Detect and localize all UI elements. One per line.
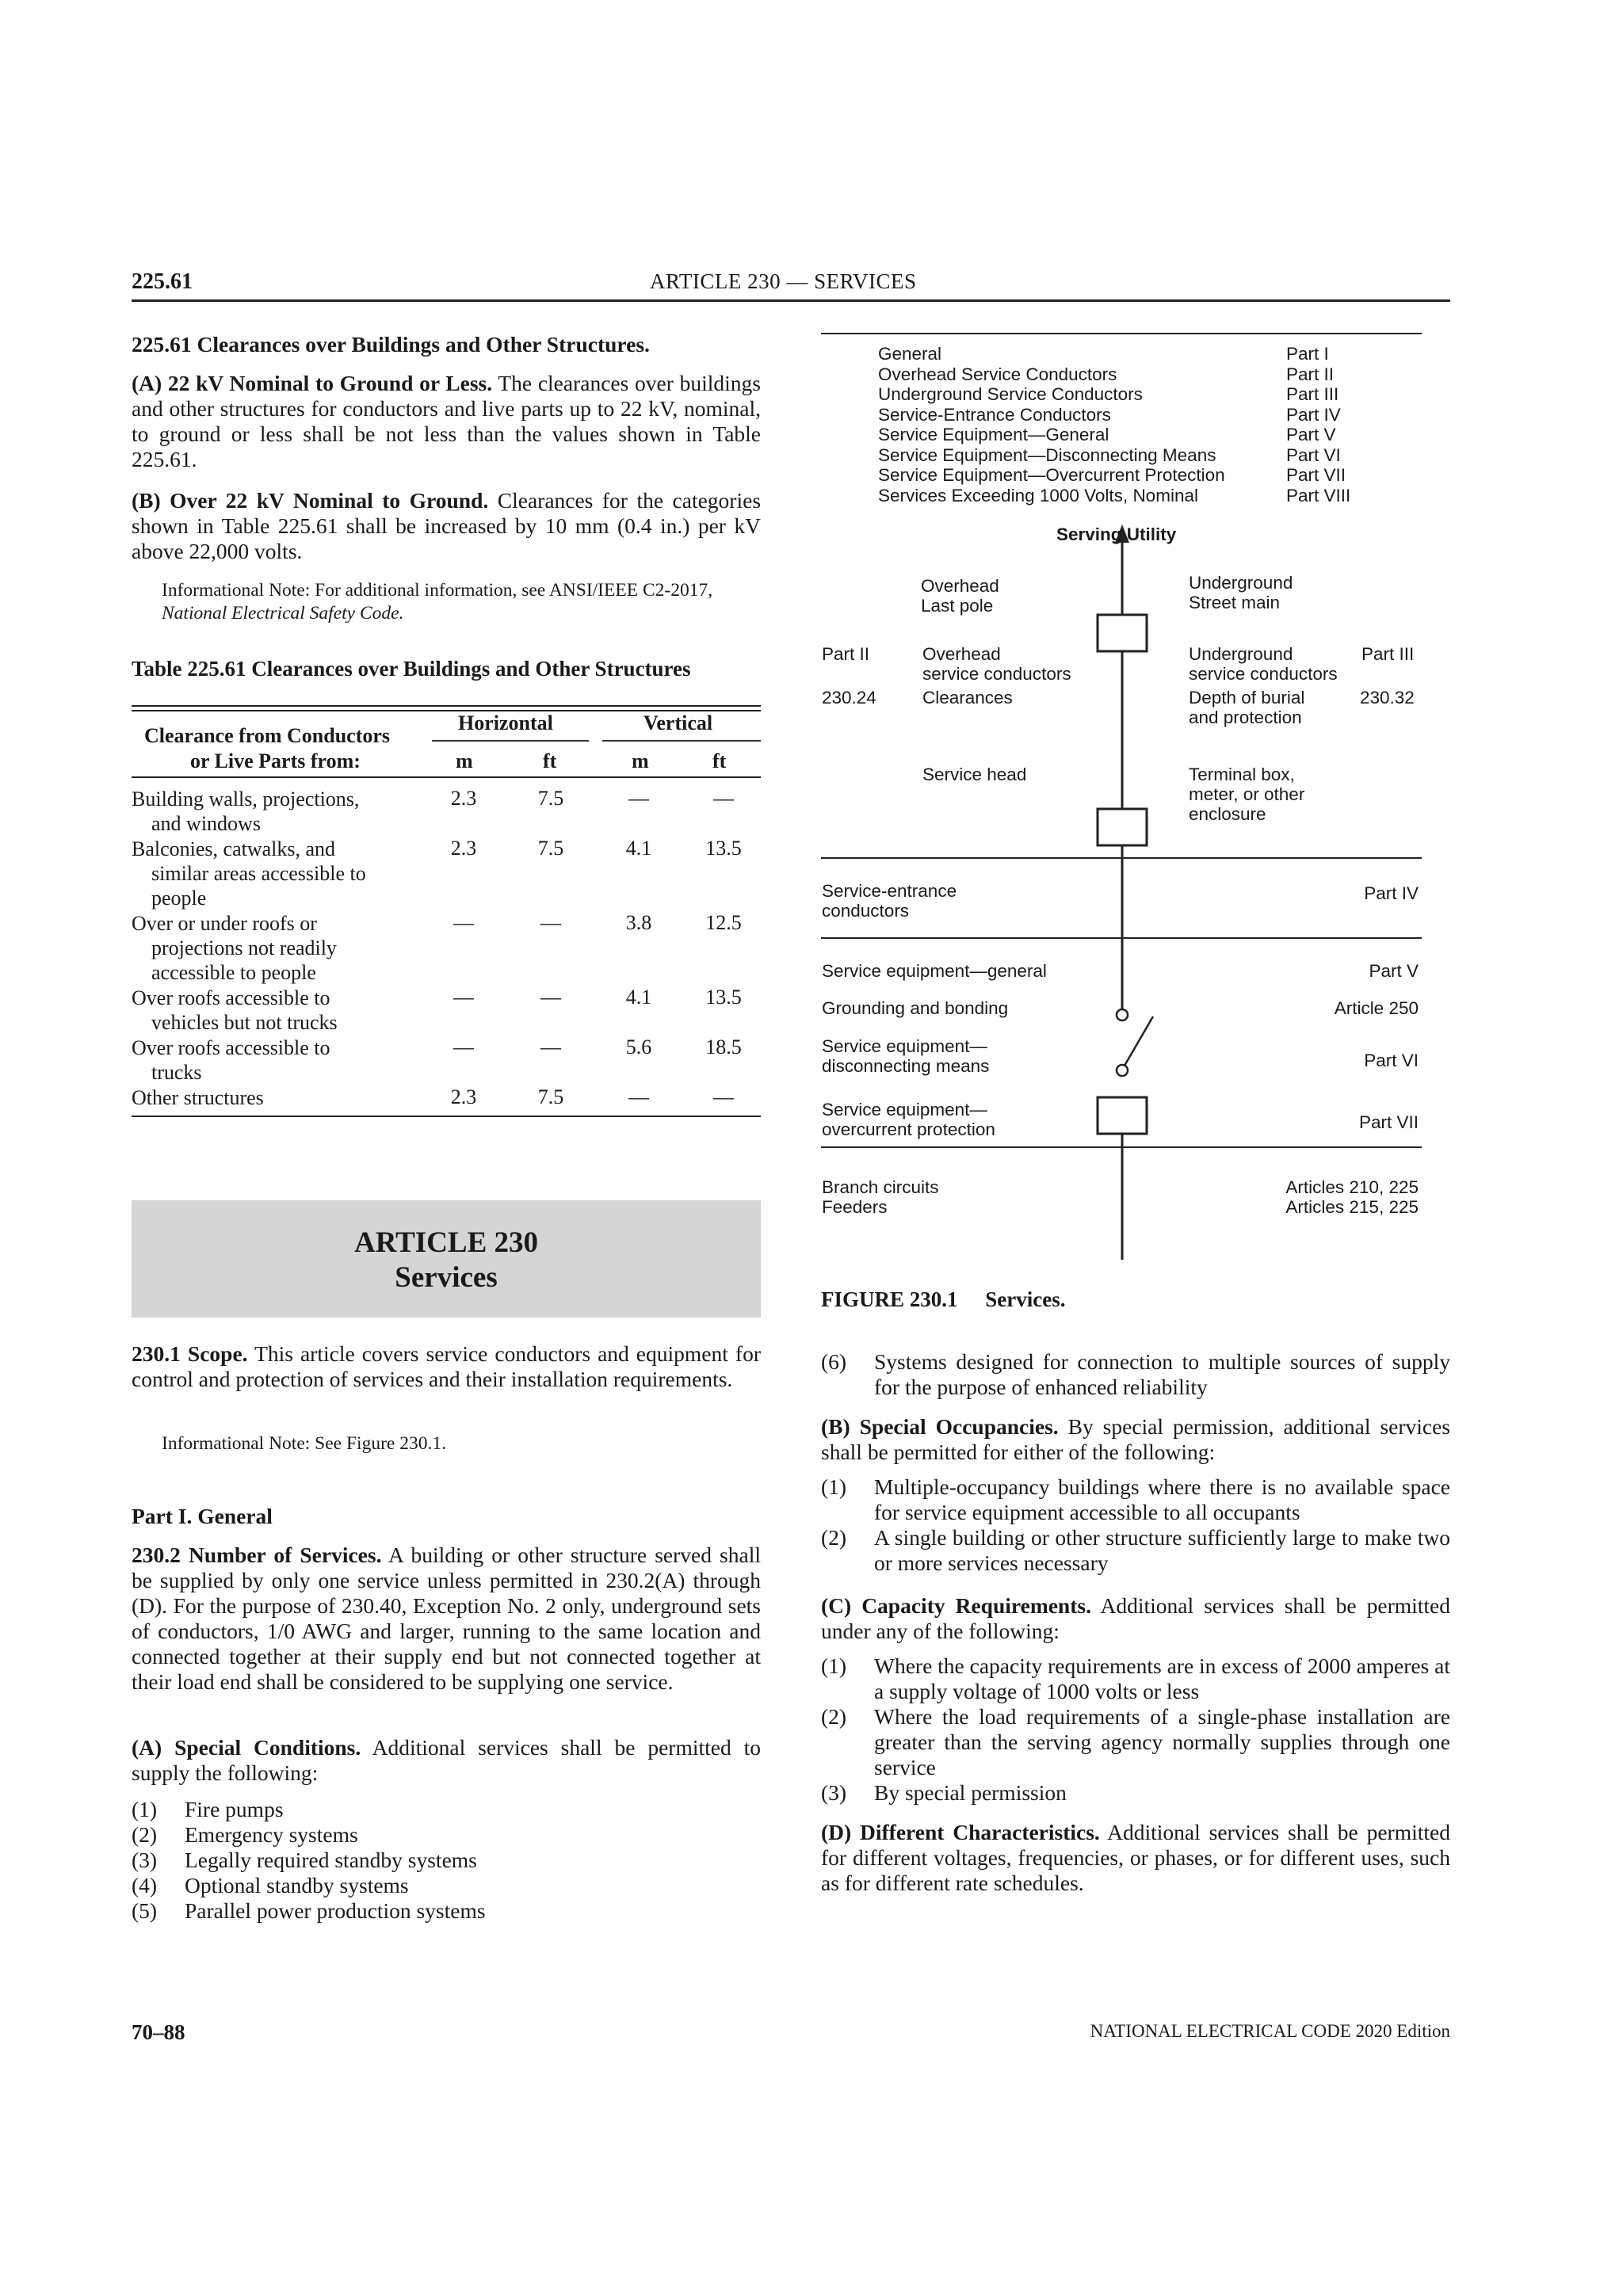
list-number: (3) bbox=[132, 1848, 158, 1872]
figure-index-part: Part VII bbox=[1286, 465, 1346, 485]
figure-index-part: Part II bbox=[1286, 364, 1335, 384]
vertical-group-rule bbox=[602, 740, 761, 742]
underground-street-main-label bbox=[1189, 573, 1293, 612]
table-row-label-line: accessible to people bbox=[151, 961, 316, 984]
figure-index-name: Services Exceeding 1000 Volts, Nominal bbox=[878, 485, 1198, 505]
overcurrent-box bbox=[1098, 1097, 1147, 1134]
label-line: Underground bbox=[1189, 573, 1293, 593]
list-text: Optional standby systems bbox=[185, 1873, 409, 1897]
part-heading-general: Part I. General bbox=[132, 1504, 273, 1528]
label-line: Overhead bbox=[921, 576, 999, 596]
label-line: Last pole bbox=[921, 596, 994, 616]
table-row-label-line: people bbox=[151, 887, 207, 910]
label-line: disconnecting means bbox=[822, 1056, 990, 1076]
page-number: 70–88 bbox=[132, 2020, 185, 2044]
paragraph-lead: (B) Special Occupancies. bbox=[821, 1414, 1059, 1439]
list-number: (3) bbox=[821, 1780, 847, 1805]
running-header-article: ARTICLE 230 — SERVICES bbox=[650, 269, 917, 293]
branch-feeders-label bbox=[822, 1177, 939, 1217]
list-number: (4) bbox=[132, 1873, 158, 1897]
table-row-label-line: Over roofs accessible to bbox=[132, 1036, 330, 1059]
table-cell-hft: 7.5 bbox=[537, 787, 564, 810]
paragraph-230-2-c bbox=[821, 1593, 1450, 1644]
terminal-box-label bbox=[1189, 765, 1304, 824]
table-cell-vft: 13.5 bbox=[705, 837, 742, 860]
part-vi-label: Part VI bbox=[1364, 1051, 1419, 1070]
label-line: Feeders bbox=[822, 1197, 888, 1217]
table-row-label-line: vehicles but not trucks bbox=[151, 1011, 338, 1034]
paragraph-225-61-a bbox=[132, 371, 761, 472]
table-cell-vm: 4.1 bbox=[625, 986, 652, 1009]
label-line: Street main bbox=[1189, 593, 1281, 612]
header-rule bbox=[132, 299, 1450, 302]
figure-index-name: Underground Service Conductors bbox=[878, 384, 1143, 404]
table-row-label-line: projections not readily bbox=[151, 936, 337, 959]
paragraph-body: Additional services shall be permitted for different voltages, frequencies, or phases, or for different uses, such as for different rate schedules. bbox=[821, 1820, 1450, 1895]
switch-gap bbox=[1117, 1010, 1127, 1097]
table-group-vertical: Vertical bbox=[643, 711, 713, 734]
label-line: Branch circuits bbox=[822, 1177, 939, 1197]
paragraph-230-1 bbox=[132, 1341, 761, 1392]
paragraph-body: A building or other structure served shall be supplied by only one service unless permitted in 230.2(A) through (D). For the purpose of 230.40, Exception No. 2 only, underground sets of conductors, 1/0 AWG and larger, running to the same location and connected together at their supply end but not connected together at their load end shall be considered to be supplying one service. bbox=[132, 1543, 762, 1694]
table-cell-vft: — bbox=[713, 1085, 734, 1108]
unit-horizontal-ft: ft bbox=[543, 749, 557, 772]
grounding-bonding-label: Grounding and bonding bbox=[822, 998, 1009, 1018]
table-row-label bbox=[132, 837, 417, 910]
table-row-label-line: trucks bbox=[151, 1061, 202, 1084]
figure-index-part: Part I bbox=[1286, 344, 1329, 364]
table-group-horizontal: Horizontal bbox=[458, 711, 553, 734]
table-cell-hft: 7.5 bbox=[537, 837, 564, 860]
overhead-service-conductors-label bbox=[922, 644, 1071, 684]
meter-box-upper bbox=[1098, 615, 1147, 651]
table-cell-vft: 18.5 bbox=[705, 1035, 742, 1058]
part-v-label: Part V bbox=[1369, 961, 1419, 981]
service-equipment-general-label: Service equipment—general bbox=[822, 961, 1047, 981]
table-title: Table 225.61 Clearances over Buildings and Other Structures bbox=[132, 657, 691, 681]
list-number: (2) bbox=[821, 1704, 847, 1729]
label-line: Articles 210, 225 bbox=[1285, 1177, 1419, 1197]
article-banner bbox=[132, 1200, 761, 1318]
paragraph-lead: 230.2 Number of Services. bbox=[132, 1543, 382, 1567]
article-banner-title: Services bbox=[395, 1261, 498, 1294]
table-cell-hm: 2.3 bbox=[450, 837, 477, 860]
table-cell-vm: 4.1 bbox=[625, 837, 652, 860]
figure-index-name: General bbox=[878, 344, 942, 364]
overcurrent-protection-label bbox=[822, 1100, 995, 1139]
list-number: (6) bbox=[821, 1349, 847, 1374]
list-number: (1) bbox=[132, 1797, 158, 1821]
paragraph-lead: 230.1 Scope. bbox=[132, 1341, 248, 1366]
table-cell-vm: — bbox=[628, 787, 649, 810]
list-text: Legally required standby systems bbox=[185, 1848, 477, 1872]
figure-index-name: Service Equipment—Overcurrent Protection bbox=[878, 465, 1225, 485]
table-row-label bbox=[132, 1035, 417, 1085]
table-cell-hm: — bbox=[453, 986, 474, 1009]
list-text: Multiple-occupancy buildings where there is no available space for service equipment accessible to all occupants bbox=[874, 1474, 1450, 1524]
figure-caption-label: FIGURE 230.1 bbox=[821, 1287, 958, 1311]
note-text: Informational Note: For additional information, see ANSI/IEEE C2-2017, bbox=[162, 580, 713, 601]
paragraph-230-2 bbox=[132, 1543, 761, 1695]
informational-note-230-1: Informational Note: See Figure 230.1. bbox=[162, 1433, 446, 1454]
figure-index-part: Part VI bbox=[1286, 444, 1341, 465]
table-top-rule bbox=[132, 705, 761, 707]
paragraph-lead: (A) 22 kV Nominal to Ground or Less. bbox=[132, 371, 493, 395]
list-text: A single building or other structure sufficiently large to make two or more services necessary bbox=[874, 1525, 1450, 1575]
table-cell-hft: — bbox=[540, 911, 561, 934]
table-row-label-line: Over roofs accessible to bbox=[132, 986, 330, 1009]
label-line: enclosure bbox=[1189, 804, 1266, 824]
horizontal-group-rule bbox=[432, 740, 589, 742]
switch-contact-top-icon bbox=[1117, 1009, 1128, 1020]
table-col-head-line2: or Live Parts from: bbox=[190, 749, 361, 772]
disconnecting-means-label bbox=[822, 1036, 989, 1076]
list-number: (2) bbox=[821, 1525, 847, 1550]
figure-index-part: Part IV bbox=[1286, 404, 1341, 425]
label-line: conductors bbox=[822, 901, 910, 921]
list-text: Parallel power production systems bbox=[185, 1898, 486, 1923]
footer-edition: NATIONAL ELECTRICAL CODE 2020 Edition bbox=[1090, 2021, 1450, 2041]
list-number: (1) bbox=[821, 1474, 847, 1499]
note-citation: National Electrical Safety Code. bbox=[162, 603, 404, 624]
label-line: Service-entrance bbox=[822, 881, 957, 901]
table-cell-hft: 7.5 bbox=[537, 1085, 564, 1108]
ref-230-32-label: 230.32 bbox=[1360, 688, 1415, 707]
table-col-head-line1: Clearance from Conductors bbox=[144, 724, 391, 747]
figure-index-part: Part V bbox=[1286, 425, 1336, 444]
serving-utility-label: Serving Utility bbox=[1056, 524, 1177, 544]
paragraph-230-2-d bbox=[821, 1820, 1450, 1896]
table-head-rule bbox=[132, 776, 761, 778]
table-cell-hm: 2.3 bbox=[450, 787, 477, 810]
table-row-label-line: Over or under roofs or bbox=[132, 912, 317, 935]
depth-of-burial-label bbox=[1189, 688, 1304, 727]
paragraph-body: By special permission, additional services shall be permitted for either of the following: bbox=[821, 1414, 1450, 1464]
figure-caption bbox=[821, 1287, 1065, 1312]
list-text: By special permission bbox=[874, 1780, 1067, 1805]
label-line: Service equipment— bbox=[822, 1100, 987, 1119]
list-number: (1) bbox=[821, 1653, 847, 1678]
paragraph-body: Additional services shall be permitted under any of the following: bbox=[821, 1593, 1450, 1643]
figure-index-name: Service-Entrance Conductors bbox=[878, 404, 1111, 425]
paragraph-body: Additional services shall be permitted to supply the following: bbox=[132, 1735, 762, 1785]
label-line: overcurrent protection bbox=[822, 1119, 995, 1139]
paragraph-body: The clearances over buildings and other structures for conductors and live parts up to 22 kV, nominal, to ground or less shall be not less than the values shown in Table 225.61. bbox=[132, 371, 761, 471]
table-cell-vft: 12.5 bbox=[705, 911, 742, 934]
table-cell-vm: 3.8 bbox=[625, 911, 652, 934]
list-text: Where the capacity requirements are in excess of 2000 amperes at a supply voltage of 1000 volts or less bbox=[874, 1653, 1450, 1703]
label-line: Depth of burial bbox=[1189, 688, 1305, 707]
section-heading-225-61: 225.61 Clearances over Buildings and Other Structures. bbox=[132, 332, 650, 357]
label-line: meter, or other bbox=[1189, 784, 1305, 804]
underground-service-conductors-label bbox=[1189, 644, 1338, 684]
list-text: Emergency systems bbox=[185, 1822, 358, 1847]
figure-index-part: Part VIII bbox=[1286, 485, 1351, 505]
list-text: Where the load requirements of a single-phase installation are greater than the serving agency normally supplies through one service bbox=[874, 1704, 1450, 1779]
table-row-label-line: Building walls, projections, bbox=[132, 788, 360, 810]
list-text: Fire pumps bbox=[185, 1797, 284, 1821]
label-line: Articles 215, 225 bbox=[1285, 1197, 1419, 1217]
label-line: Terminal box, bbox=[1189, 765, 1295, 784]
table-row-label-line: and windows bbox=[151, 812, 261, 835]
table-row-label bbox=[132, 1085, 417, 1110]
part-iii-label: Part III bbox=[1361, 644, 1415, 664]
unit-vertical-ft: ft bbox=[712, 749, 727, 772]
table-cell-vm: — bbox=[628, 1085, 649, 1108]
table-cell-hm: — bbox=[453, 911, 474, 934]
paragraph-body: Clearances for the categories shown in Table 225.61 shall be increased by 10 mm (0.4 in.) per kV above 22,000 volts. bbox=[132, 488, 762, 563]
figure-caption-text: Services. bbox=[985, 1287, 1066, 1311]
article-250-label: Article 250 bbox=[1334, 998, 1419, 1018]
unit-horizontal-m: m bbox=[456, 749, 473, 772]
table-cell-vm: 5.6 bbox=[625, 1035, 652, 1058]
table-row-label-line: similar areas accessible to bbox=[151, 862, 366, 885]
part-iv-label: Part IV bbox=[1364, 883, 1419, 903]
label-line: Overhead bbox=[922, 644, 1001, 664]
figure-index-name: Overhead Service Conductors bbox=[878, 364, 1117, 384]
service-entrance-conductors-label bbox=[822, 881, 957, 921]
overhead-last-pole-label bbox=[921, 576, 999, 616]
label-line: Underground bbox=[1189, 644, 1293, 664]
figure-index-name: Service Equipment—Disconnecting Means bbox=[878, 444, 1216, 465]
table-cell-hft: — bbox=[540, 1035, 561, 1058]
unit-vertical-m: m bbox=[632, 749, 649, 772]
table-cell-hm: 2.3 bbox=[450, 1085, 477, 1108]
table-cell-hm: — bbox=[453, 1035, 474, 1058]
paragraph-lead: (B) Over 22 kV Nominal to Ground. bbox=[132, 488, 489, 513]
clearances-label: Clearances bbox=[922, 688, 1013, 707]
switch-contact-bottom-icon bbox=[1117, 1065, 1128, 1076]
list-number: (2) bbox=[132, 1822, 158, 1847]
articles-references-label bbox=[1236, 1177, 1419, 1217]
paragraph-230-2-a bbox=[132, 1735, 761, 1786]
table-row-label bbox=[132, 787, 417, 836]
table-row-label-line: Other structures bbox=[132, 1086, 264, 1109]
running-header-section: 225.61 bbox=[132, 269, 193, 294]
table-bottom-rule bbox=[132, 1116, 761, 1117]
ref-230-24-label: 230.24 bbox=[822, 688, 876, 707]
paragraph-lead: (C) Capacity Requirements. bbox=[821, 1593, 1091, 1618]
table-cell-vft: — bbox=[713, 787, 734, 810]
label-line: and protection bbox=[1189, 707, 1302, 727]
paragraph-lead: (D) Different Characteristics. bbox=[821, 1820, 1100, 1844]
informational-note-225-61 bbox=[132, 579, 761, 625]
label-line: Service equipment— bbox=[822, 1036, 987, 1056]
figure-index-name: Service Equipment—General bbox=[878, 425, 1109, 444]
switch-blade bbox=[1125, 1016, 1153, 1066]
table-cell-hft: — bbox=[540, 986, 561, 1009]
paragraph-lead: (A) Special Conditions. bbox=[132, 1735, 361, 1760]
label-line: service conductors bbox=[1189, 664, 1338, 684]
part-ii-label: Part II bbox=[822, 644, 870, 664]
table-row-label-line: Balconies, catwalks, and bbox=[132, 837, 336, 860]
paragraph-225-61-b bbox=[132, 488, 761, 564]
label-line: service conductors bbox=[922, 664, 1071, 684]
list-number: (5) bbox=[132, 1898, 158, 1923]
list-text: Systems designed for connection to multiple sources of supply for the purpose of enhanced reliability bbox=[874, 1349, 1450, 1399]
table-row-label bbox=[132, 986, 417, 1035]
article-banner-number: ARTICLE 230 bbox=[353, 1226, 539, 1259]
table-row-label bbox=[132, 911, 417, 985]
part-vii-label: Part VII bbox=[1358, 1112, 1419, 1132]
paragraph-230-2-b bbox=[821, 1414, 1450, 1465]
enclosure-box bbox=[1098, 809, 1147, 845]
table-cell-vft: 13.5 bbox=[705, 986, 742, 1009]
figure-index-part: Part III bbox=[1286, 384, 1339, 404]
service-head-label: Service head bbox=[922, 765, 1027, 784]
paragraph-body: This article covers service conductors and equipment for control and protection of services and their installation requirements. bbox=[132, 1341, 761, 1391]
